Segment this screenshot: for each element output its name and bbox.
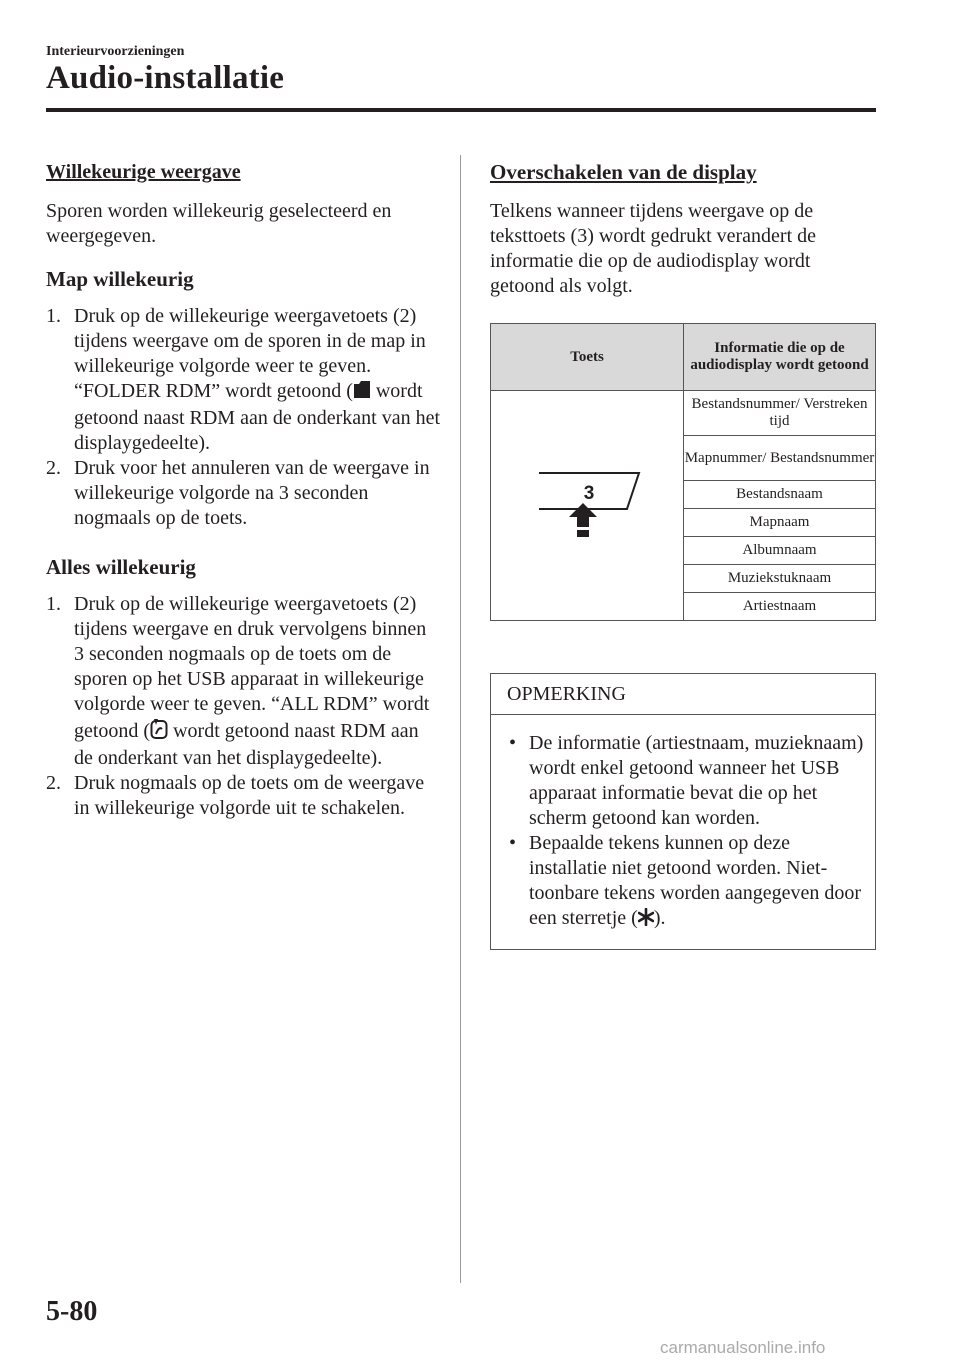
step-text-cont: wordt getoond naast RDM aan de onderkant van het displaygedeelte). bbox=[74, 720, 419, 769]
page-title: Audio-installatie bbox=[46, 60, 285, 96]
table-cell: Mapnummer/ Bestandsnummer bbox=[684, 436, 876, 481]
table-header-row bbox=[491, 324, 876, 391]
note-text: Bepaalde tekens kunnen op deze installatie niet getoond worden. Niet-toonbare tekens worden aangegeven door een sterretje ( bbox=[529, 832, 862, 929]
step-text: Druk op de willekeurige weergavetoets (2) tijdens weergave en druk vervolgens binnen 3 seconden nogmaals op de toets om de sporen op het USB apparaat in willekeurige volgorde weer te geven. “ALL RDM” wordt getoond ( bbox=[74, 593, 430, 742]
table-cell: Mapnaam bbox=[684, 509, 876, 537]
table-cell: Artiestnaam bbox=[684, 593, 876, 621]
table-cell: Muziekstuknaam bbox=[684, 565, 876, 593]
display-switch-intro: Telkens wanneer tijdens weergave op de teksttoets (3) wordt gedrukt verandert de informatie die op de audiodisplay wordt getoond als volgt. bbox=[490, 200, 817, 297]
bullet: • bbox=[509, 732, 517, 754]
step-number: 2. bbox=[46, 457, 61, 479]
right-column bbox=[490, 160, 876, 950]
note-title: OPMERKING bbox=[491, 674, 875, 715]
list-item bbox=[46, 304, 441, 456]
random-intro: Sporen worden willekeurig geselecteerd en weergegeven. bbox=[46, 200, 392, 247]
step-number: 1. bbox=[46, 305, 61, 327]
list-item bbox=[507, 831, 867, 933]
table-cell: Albumnaam bbox=[684, 537, 876, 565]
table-header-info: Informatie die op de audiodisplay wordt getoond bbox=[684, 324, 876, 391]
list-item bbox=[46, 592, 441, 771]
step-text-cont: wordt getoond naast RDM aan de onderkant van het displaygedeelte). bbox=[74, 380, 441, 454]
step-text: Druk op de willekeurige weergavetoets (2) tijdens weergave om de sporen in de map in willekeurige volgorde weer te geven. “FOLDER RDM” wordt getoond ( bbox=[74, 305, 426, 402]
text-key-illustration bbox=[527, 463, 647, 543]
title-rule bbox=[46, 108, 876, 112]
bullet: • bbox=[509, 832, 517, 854]
step-text: Druk voor het annuleren van de weergave in willekeurige volgorde na 3 seconden nogmaals op de toets. bbox=[74, 457, 430, 529]
display-info-table bbox=[490, 323, 876, 621]
page-number: 5-80 bbox=[46, 1296, 98, 1327]
left-column bbox=[46, 160, 441, 845]
watermark: carmanualsonline.info bbox=[660, 1338, 826, 1357]
section-label: Interieurvoorzieningen bbox=[46, 44, 185, 59]
asterisk-icon bbox=[638, 908, 654, 933]
table-row bbox=[491, 391, 876, 436]
note-box bbox=[490, 673, 876, 950]
note-body bbox=[491, 715, 875, 949]
table-cell: Bestandsnaam bbox=[684, 481, 876, 509]
key-illustration bbox=[491, 391, 684, 621]
note-text-cont: ). bbox=[653, 907, 666, 929]
step-number: 2. bbox=[46, 772, 61, 794]
folder-icon bbox=[353, 379, 371, 406]
all-random-steps bbox=[46, 592, 441, 821]
list-item bbox=[46, 456, 441, 531]
random-heading: Willekeurige weergave bbox=[46, 161, 241, 183]
note-list bbox=[507, 731, 867, 933]
folder-random-steps bbox=[46, 304, 441, 531]
folder-random-heading: Map willekeurig bbox=[46, 267, 194, 291]
key-label: 3 bbox=[583, 483, 595, 504]
display-switch-heading: Overschakelen van de display bbox=[490, 160, 757, 184]
table-cell: Bestandsnummer/ Verstreken tijd bbox=[684, 391, 876, 436]
table-header-key: Toets bbox=[491, 324, 684, 391]
list-item bbox=[46, 771, 441, 821]
all-random-heading: Alles willekeurig bbox=[46, 555, 196, 579]
all-random-icon bbox=[150, 717, 168, 746]
column-divider bbox=[460, 155, 461, 1283]
step-text: Druk nogmaals op de toets om de weergave in willekeurige volgorde uit te schakelen. bbox=[74, 772, 425, 819]
list-item bbox=[507, 731, 867, 831]
step-number: 1. bbox=[46, 593, 61, 615]
note-text: De informatie (artiestnaam, muzieknaam) wordt enkel getoond wanneer het USB apparaat informatie bevat die op het scherm getoond kan worden. bbox=[529, 732, 864, 829]
